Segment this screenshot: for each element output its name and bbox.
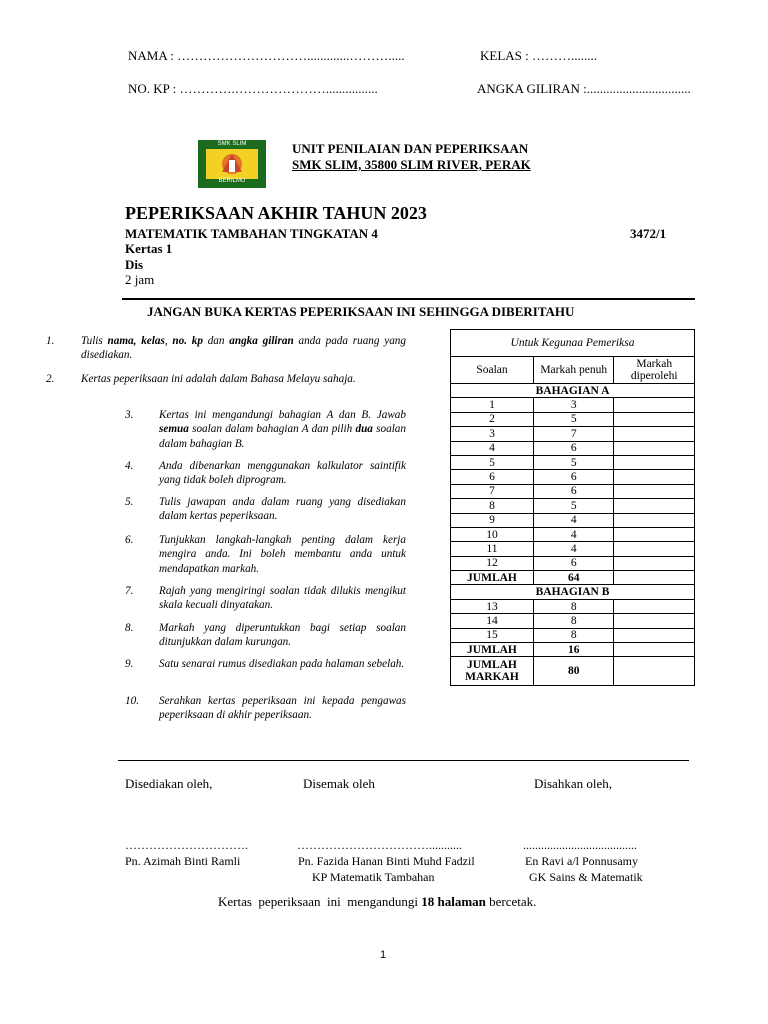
instruction-number: 10. [125, 695, 139, 707]
full-marks: 5 [533, 455, 614, 469]
grand-total-obtained [614, 657, 695, 686]
exam-title: PEPERIKSAAN AKHIR TAHUN 2023 [125, 203, 427, 223]
instruction-number: 1. [46, 335, 55, 347]
marks-obtained [614, 412, 695, 426]
full-marks: 4 [533, 513, 614, 527]
table-row [451, 470, 695, 484]
marks-obtained [614, 556, 695, 570]
full-marks: 8 [533, 628, 614, 642]
instruction-text: Markah yang diperuntukkan bagi setiap soalan ditunjukkan dalam kurungan. [159, 622, 406, 649]
approver-name: En Ravi a/l Ponnusamy [525, 854, 638, 868]
unit-name: UNIT PENILAIAN DAN PEPERIKSAAN [292, 141, 529, 156]
school-address: SMK SLIM, 35800 SLIM RIVER, PERAK [292, 157, 531, 172]
table-row [451, 499, 695, 513]
table-row [451, 599, 695, 613]
checker-title: KP Matematik Tambahan [312, 870, 435, 884]
table-row [451, 513, 695, 527]
preparer-name: Pn. Azimah Binti Ramli [125, 854, 241, 868]
table-row [451, 427, 695, 441]
question-number: 8 [451, 499, 534, 513]
marks-obtained [614, 527, 695, 541]
full-marks: 8 [533, 599, 614, 613]
approver-title: GK Sains & Matematik [529, 870, 643, 884]
table-row [451, 542, 695, 556]
table-row [451, 484, 695, 498]
bottom-divider [118, 760, 689, 761]
warning-text: JANGAN BUKA KERTAS PEPERIKSAAN INI SEHINGGA DIBERITAHU [147, 304, 575, 319]
full-marks: 6 [533, 441, 614, 455]
checker-name: Pn. Fazida Hanan Binti Muhd Fadzil [298, 854, 475, 868]
instruction-text: Serahkan kertas peperiksaan ini kepada pengawas peperiksaan di akhir peperiksaan. [159, 695, 406, 722]
top-divider [122, 298, 695, 300]
total-a-value: 64 [533, 571, 614, 585]
marks-obtained [614, 470, 695, 484]
exam-month: Dis [125, 257, 144, 272]
instruction-text: Kertas peperiksaan ini adalah dalam Bahasa Melayu sahaja. [81, 373, 356, 385]
total-b-value: 16 [533, 643, 614, 657]
question-number: 3 [451, 427, 534, 441]
question-number: 9 [451, 513, 534, 527]
total-a-label: JUMLAH [451, 571, 534, 585]
prepared-by-label: Disediakan oleh, [125, 776, 213, 791]
marks-obtained [614, 628, 695, 642]
marks-obtained [614, 455, 695, 469]
logo-text: SMK SLIM [217, 141, 247, 147]
table-row [451, 441, 695, 455]
section-a-header: BAHAGIAN A [451, 384, 695, 398]
no-kp-field: NO. KP : ………….…………………................ [128, 81, 378, 96]
question-number: 13 [451, 599, 534, 613]
instruction-text: Tulis nama, kelas, no. kp dan angka giliran anda pada ruang yang disediakan. [81, 335, 406, 362]
question-number: 15 [451, 628, 534, 642]
col-markah-penuh: Markah penuh [533, 357, 614, 384]
exam-subject: MATEMATIK TAMBAHAN TINGKATAN 4 [125, 226, 378, 241]
marks-obtained [614, 614, 695, 628]
page-count-note: Kertas peperiksaan ini mengandungi 18 halaman bercetak. [218, 894, 537, 909]
col-soalan: Soalan [451, 357, 534, 384]
school-logo [198, 140, 266, 188]
full-marks: 4 [533, 527, 614, 541]
table-caption: Untuk Kegunaa Pemeriksa [451, 330, 695, 357]
signature-line-2: ……………………………........... [297, 838, 462, 852]
marks-obtained [614, 484, 695, 498]
full-marks: 6 [533, 484, 614, 498]
question-number: 4 [451, 441, 534, 455]
full-marks: 7 [533, 427, 614, 441]
angka-giliran-field: ANGKA GILIRAN :................................ [477, 81, 691, 96]
section-b-header: BAHAGIAN B [451, 585, 695, 599]
instruction-text: Satu senarai rumus disediakan pada halaman sebelah. [159, 658, 405, 670]
question-number: 14 [451, 614, 534, 628]
table-row [451, 527, 695, 541]
instruction-number: 7. [125, 585, 134, 597]
question-number: 2 [451, 412, 534, 426]
instruction-text: Anda dibenarkan menggunakan kalkulator saintifik yang tidak boleh diprogram. [159, 460, 406, 487]
question-number: 1 [451, 398, 534, 412]
total-b-label: JUMLAH [451, 643, 534, 657]
full-marks: 6 [533, 470, 614, 484]
nama-field: NAMA : ………………………….............………..... [128, 48, 405, 63]
table-row [451, 398, 695, 412]
full-marks: 3 [533, 398, 614, 412]
full-marks: 4 [533, 542, 614, 556]
table-row [451, 556, 695, 570]
instruction-number: 8. [125, 622, 134, 634]
signature-line-1: …………………………. [125, 838, 248, 852]
question-number: 11 [451, 542, 534, 556]
marks-obtained [614, 599, 695, 613]
question-number: 7 [451, 484, 534, 498]
instruction-number: 2. [46, 373, 55, 385]
exam-paper: Kertas 1 [125, 241, 173, 256]
instruction-number: 3. [125, 409, 134, 421]
total-b-obtained [614, 643, 695, 657]
logo-motto: BERILMU [218, 178, 246, 184]
instruction-number: 6. [125, 534, 134, 546]
question-number: 12 [451, 556, 534, 570]
exam-duration: 2 jam [125, 272, 155, 287]
checked-by-label: Disemak oleh [303, 776, 375, 791]
instruction-number: 5. [125, 496, 134, 508]
page-number: 1 [380, 949, 387, 961]
full-marks: 5 [533, 412, 614, 426]
table-row [451, 628, 695, 642]
exam-code: 3472/1 [630, 226, 667, 241]
marks-obtained [614, 499, 695, 513]
approved-by-label: Disahkan oleh, [534, 776, 612, 791]
instruction-text: Tunjukkan langkah-langkah penting dalam kerja mengira anda. Ini boleh membantu anda untuk mendapatkan markah. [159, 534, 406, 575]
question-number: 10 [451, 527, 534, 541]
marks-obtained [614, 427, 695, 441]
marks-obtained [614, 441, 695, 455]
kelas-field: KELAS : ………........ [480, 48, 597, 63]
full-marks: 5 [533, 499, 614, 513]
grand-total-value: 80 [533, 657, 614, 686]
table-row [451, 614, 695, 628]
instruction-number: 4. [125, 460, 134, 472]
question-number: 5 [451, 455, 534, 469]
total-a-obtained [614, 571, 695, 585]
instruction-text: Kertas ini mengandungi bahagian A dan B. Jawab semua soalan dalam bahagian A dan pilih dua soalan dalam bahagian B. [159, 409, 406, 450]
grand-total-label: JUMLAH MARKAH [451, 657, 534, 686]
instruction-text: Tulis jawapan anda dalam ruang yang disediakan dalam kertas peperiksaan. [159, 496, 406, 523]
signature-line-3: ...................................... [523, 838, 637, 852]
table-row [451, 412, 695, 426]
instruction-number: 9. [125, 658, 134, 670]
marks-obtained [614, 398, 695, 412]
marks-obtained [614, 542, 695, 556]
table-row [451, 455, 695, 469]
question-number: 6 [451, 470, 534, 484]
col-markah-diperolehi: Markah diperolehi [614, 357, 695, 384]
full-marks: 6 [533, 556, 614, 570]
examiner-marks-table [450, 329, 695, 686]
full-marks: 8 [533, 614, 614, 628]
instruction-text: Rajah yang mengiringi soalan tidak dilukis mengikut skala kecuali dinyatakan. [159, 585, 406, 612]
marks-obtained [614, 513, 695, 527]
